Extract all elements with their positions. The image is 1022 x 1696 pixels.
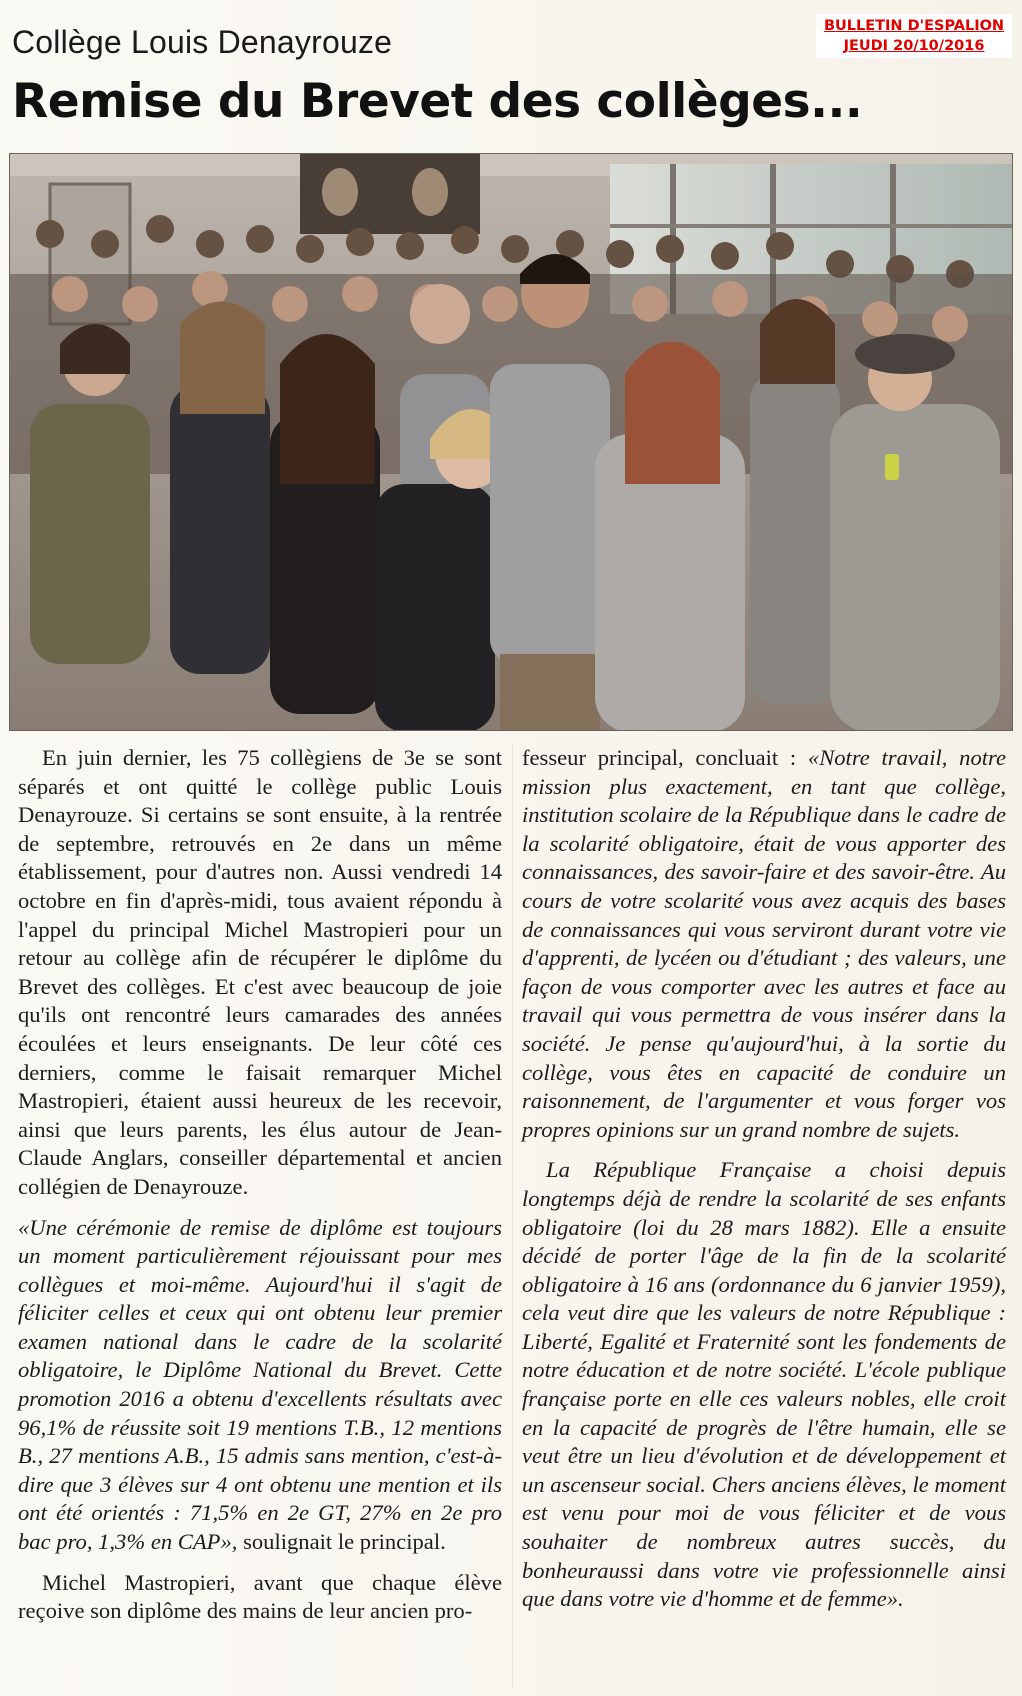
paragraph-4 (522, 744, 1006, 1144)
article-headline: Remise du Brevet des collèges... (12, 74, 863, 129)
paragraph-5: La République Française a choisi depuis longtemps déjà de rendre la scolarité de ses enfants obligatoire (loi du 28 mars 1882). Elle a ensuite décidé de porter l'âge de la fin de la scolarité obligatoire à 16 ans (ordonnance du 6 janvier 1959), cela veut dire que les valeurs de notre République : Liberté, Egalité et Fraternité sont les fondements de notre éducation et de notre société. L'école publique française porte en elle ces valeurs nobles, elle croit en la capacité de progrès de l'être humain, elle se veut être un lieu d'évolution et de développement et un ascenseur social. Chers anciens élèves, le moment est venu pour moi de vous féliciter et de vous souhaiter de nombreux autres succès, du bonheuraussi dans votre vie professionnelle ainsi que dans votre vie d'homme et de femme». (522, 1157, 1006, 1612)
source-tag (816, 14, 1012, 58)
paragraph-3: Michel Mastropieri, avant que chaque élève reçoive son diplôme des mains de leur ancien pro- (18, 1569, 502, 1624)
section-kicker: Collège Louis Denayrouze (12, 24, 393, 60)
photo-illustration (10, 154, 1013, 731)
paragraph-4-quote: «Notre travail, notre mission plus exactement, en tant que collège, institution scolaire de la République dans le cadre de la scolarité obligatoire, était de vous apporter des connaissances, des savoir-faire et des savoir-être. Au cours de votre scolarité vous avez acquis des bases de connaissances qui vous serviront durant votre vie d'apprenti, de lycéen ou d'étudiant ; des valeurs, une façon de vous comporter avec les autres et face au travail qui vous permettra de vous insérer dans la société. Je pense qu'aujourd'hui, à la sortie du collège, vous êtes en capacité de conduire un raisonnement, de l'argumenter et vous forger vos propres opinions sur un grand nombre de sujets. (522, 745, 1006, 1142)
paragraph-2-tail: soulignait le principal. (237, 1529, 446, 1555)
column-divider (512, 744, 513, 1688)
article-photo (9, 153, 1013, 731)
source-date: JEUDI 20/10/2016 (843, 38, 985, 54)
paragraph-2-quote: «Une cérémonie de remise de diplôme est toujours un moment particulièrement réjouissant pour mes collègues et moi-même. Aujourd'hui il s'agit de féliciter celles et ceux qui ont obtenu leur premier examen national dans le cadre de la scolarité obligatoire, le Diplôme National du Brevet. Cette promotion 2016 a obtenu d'excellents résultats avec 96,1% de réussite soit 19 mentions T.B., 12 mentions B., 27 mentions A.B., 15 admis sans mention, c'est-à-dire que 3 élèves sur 4 ont obtenu une mention et ils ont été orientés : 71,5% en 2e GT, 27% en 2e pro bac pro, 1,3% en CAP», (18, 1214, 502, 1555)
paragraph-1: En juin dernier, les 75 collègiens de 3e se sont séparés et ont quitté le collège public Louis Denayrouze. Si certains se sont ensuite, à la rentrée de septembre, retrouvés en 2e dans un même établissement, pour d'autres non. Aussi vendredi 14 octobre en fin d'après-midi, tous avaient répondu à l'appel du principal Michel Mastropieri pour un retour au collège afin de récupérer le diplôme du Brevet des collèges. Et c'est avec beaucoup de joie qu'ils ont rencontré leurs camarades des années écoulées et leurs enseignants. De leur côté ces derniers, comme le faisait remarquer Michel Mastropieri, étaient aussi heureux de les recevoir, ainsi que leurs parents, les élus autour de Jean-Claude Anglars, conseiller départemental et ancien collégien de Denayrouze. (18, 745, 502, 1199)
article-column-left (18, 744, 502, 1638)
paragraph-2 (18, 1214, 502, 1557)
article-body (18, 744, 1010, 1688)
paragraph-4-lead: fesseur principal, concluait : (522, 745, 808, 770)
article-column-right (522, 744, 1006, 1626)
source-publication: BULLETIN D'ESPALION (823, 18, 1005, 34)
